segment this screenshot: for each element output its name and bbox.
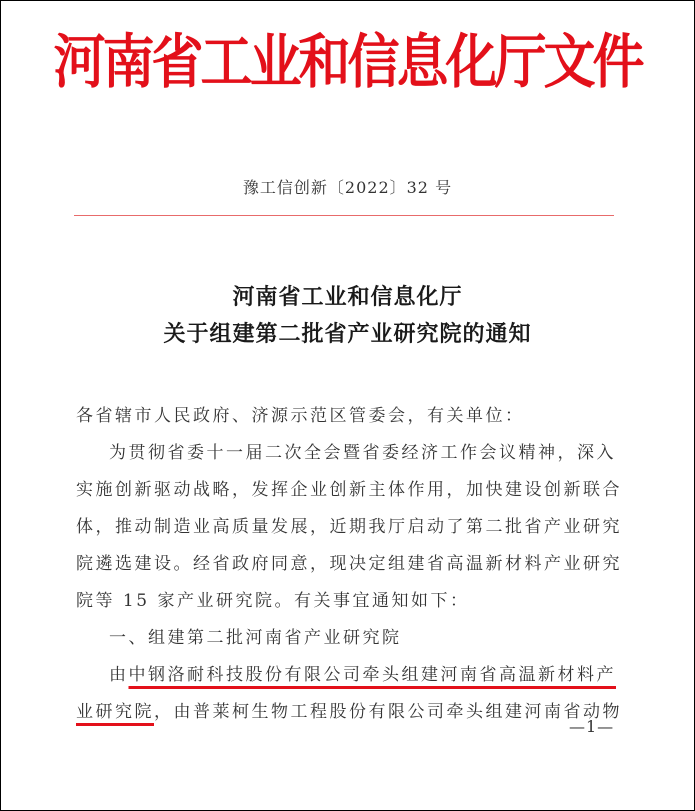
- page-number: —1—: [569, 717, 615, 736]
- paragraph-prefix: 由: [109, 665, 129, 685]
- document-header-title: 河南省工业和信息化厅文件: [53, 29, 642, 97]
- section-heading: 一、组建第二批河南省产业研究院: [109, 628, 402, 648]
- paragraph-line: 为贯彻省委十一届二次全会暨省委经济工作会议精神，深入: [109, 443, 616, 463]
- paragraph-line: [109, 660, 616, 685]
- highlighted-text: 中钢洛耐科技股份有限公司牵头组建河南省高温新材料产: [128, 665, 616, 685]
- document-number: 豫工信创新〔2022〕32 号: [242, 178, 453, 197]
- salutation: 各省辖市人民政府、济源示范区管委会，有关单位：: [76, 406, 525, 426]
- paragraph-line: 实施创新驱动战略，发挥企业创新主体作用，加快建设创新联合: [76, 480, 622, 500]
- paragraph-line: 体，推动制造业高质量发展，近期我厅启动了第二批省产业研究: [76, 517, 622, 537]
- paragraph-line: 院遴选建设。经省政府同意，现决定组建省高温新材料产业研究: [76, 554, 622, 574]
- notice-title-line-2: 关于组建第二批省产业研究院的通知: [163, 322, 532, 347]
- paragraph-line: [76, 697, 622, 722]
- paragraph-text: ，由普莱柯生物工程股份有限公司牵头组建河南省动物: [154, 702, 622, 722]
- highlighted-text: 业研究院: [76, 702, 154, 722]
- paragraph-line: 院等 15 家产业研究院。有关事宜通知如下：: [76, 591, 470, 611]
- red-divider-line: [74, 215, 614, 216]
- notice-title-line-1: 河南省工业和信息化厅: [232, 285, 463, 310]
